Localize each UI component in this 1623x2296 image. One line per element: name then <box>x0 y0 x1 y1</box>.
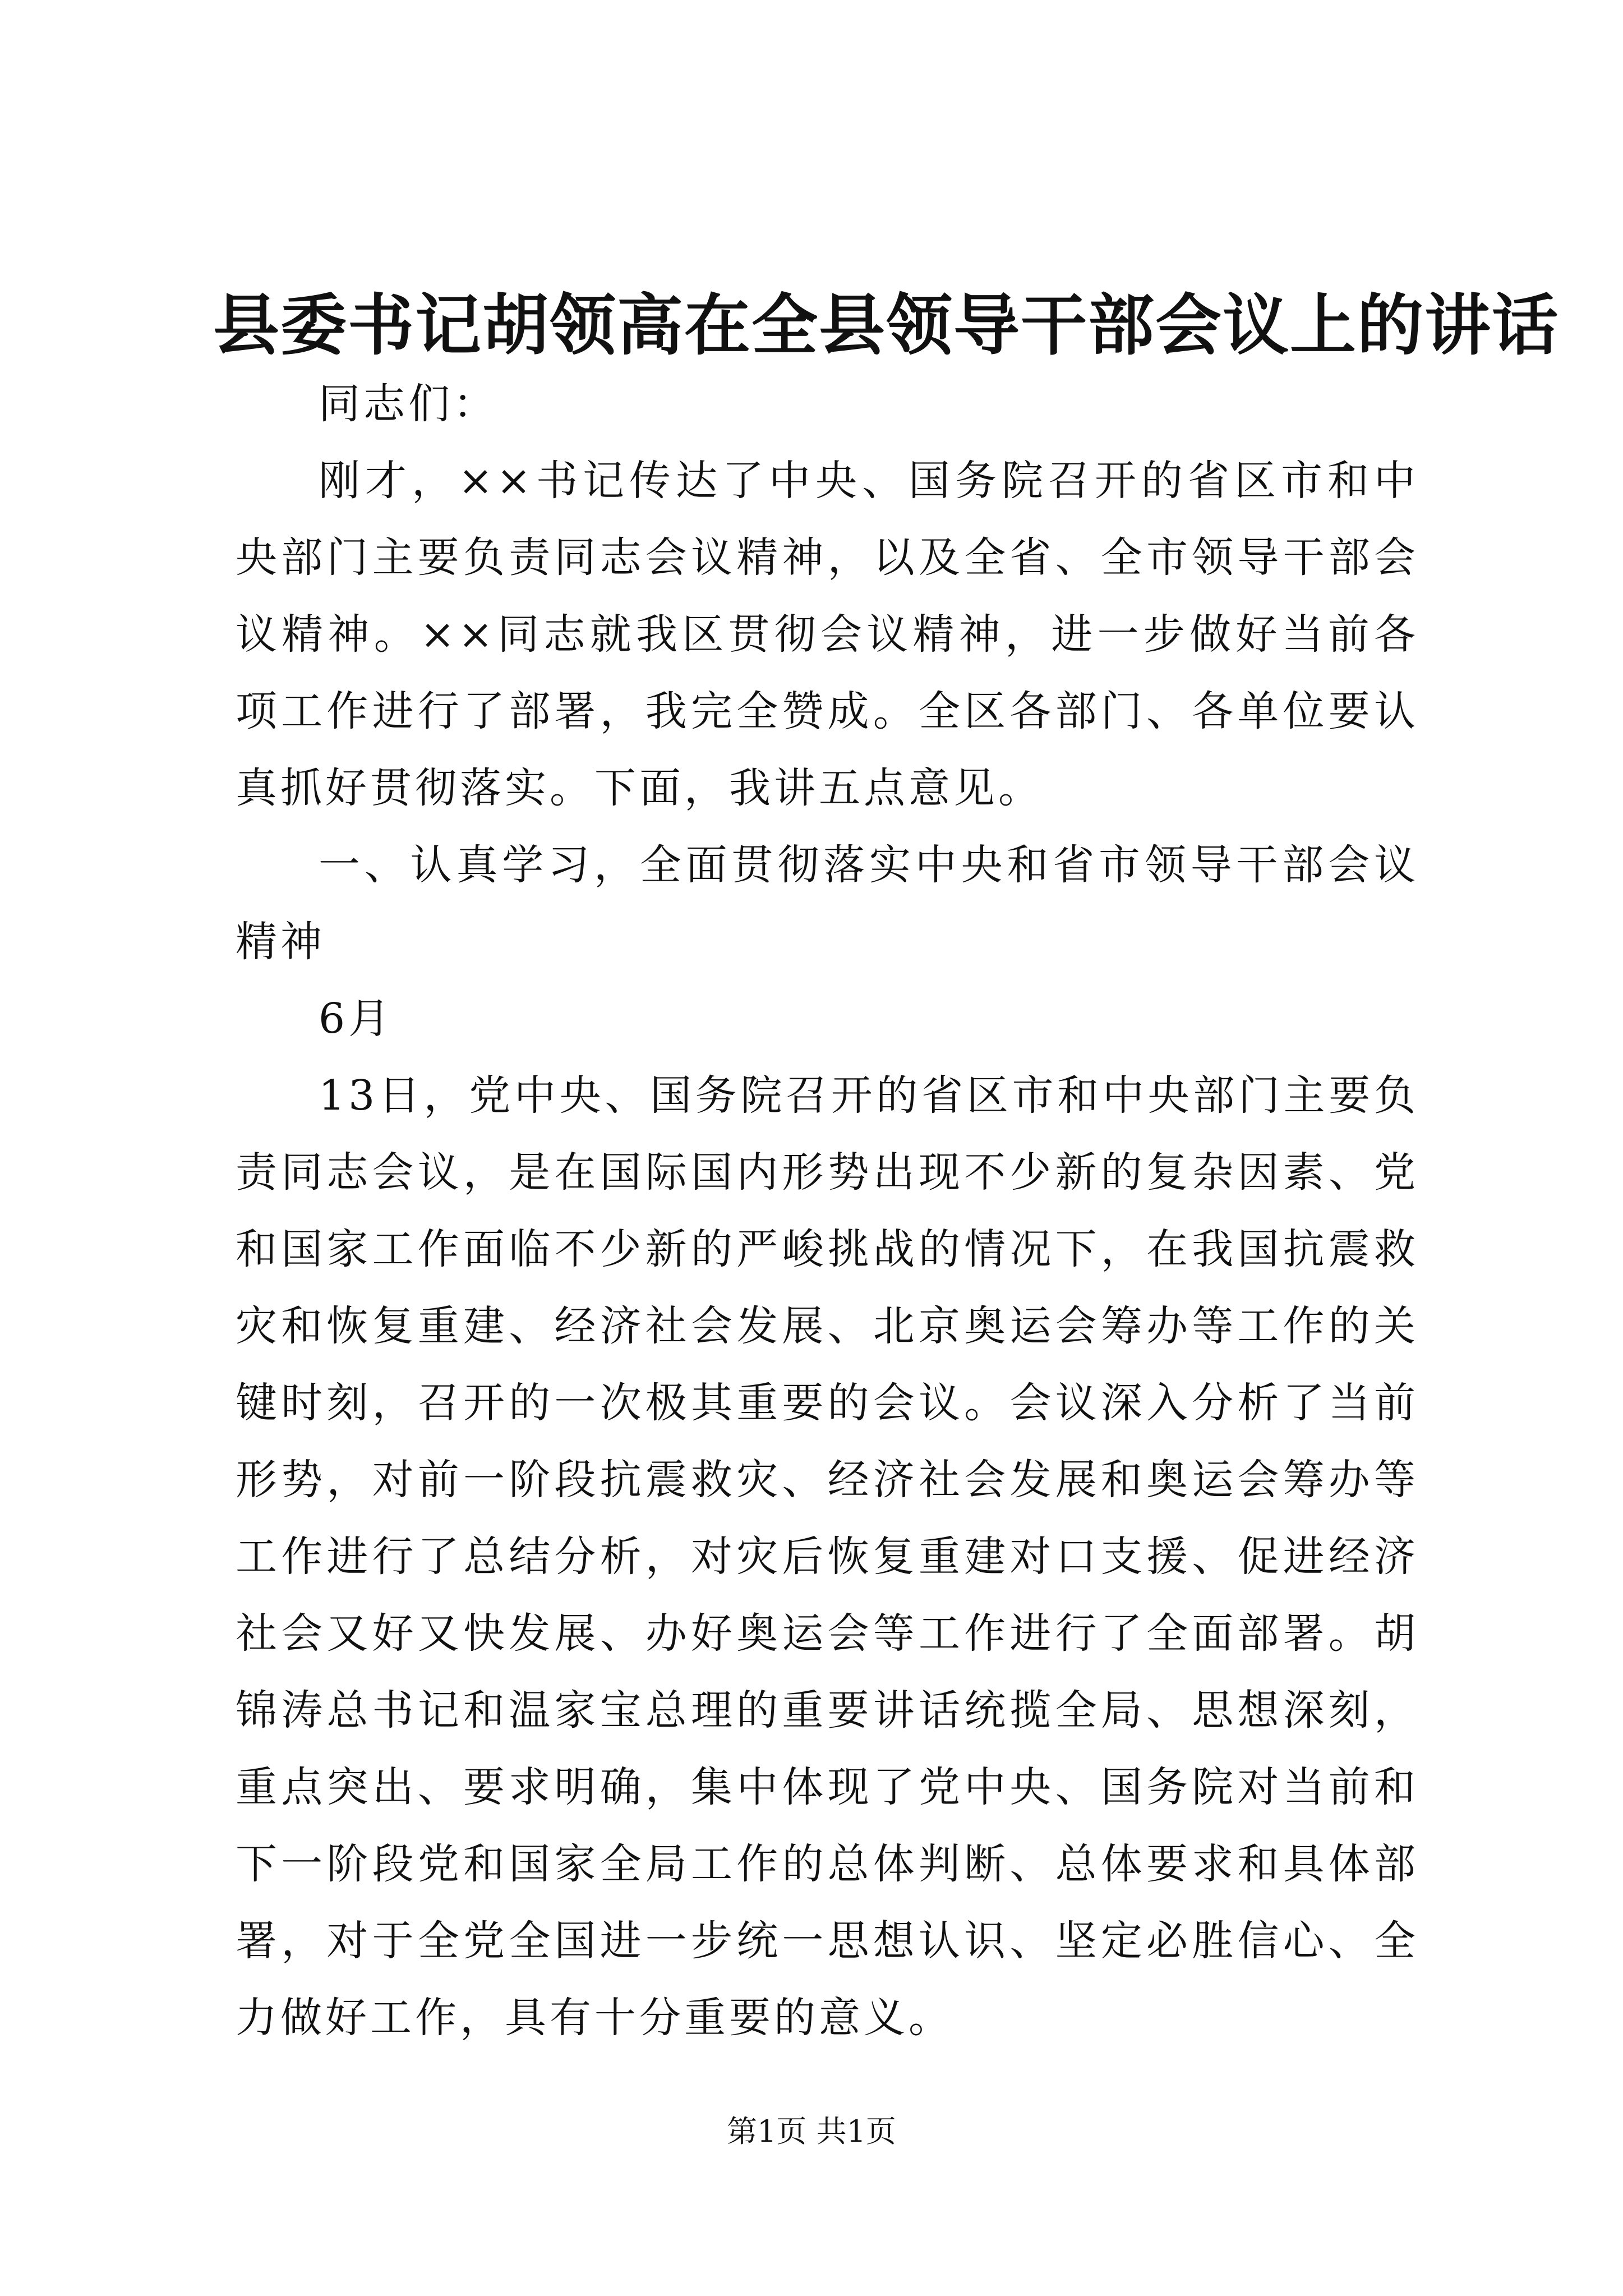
document-body <box>236 366 1419 2056</box>
date-line: 6月 <box>319 995 394 1043</box>
salutation-paragraph: 同志们： <box>319 380 498 428</box>
intro-paragraph: 刚才，××书记传达了中央、国务院召开的省区市和中央部门主要负责同志会议精神，以及全省、全市领导干部会议精神。××同志就我区贯彻会议精神，进一步做好当前各项工作进行了部署，我完全赞成。全区各部门、各单位要认真抓好贯彻落实。下面，我讲五点意见。 <box>236 457 1419 812</box>
page-footer: 第1页 共1页 <box>727 2114 896 2149</box>
section-heading: 一、认真学习，全面贯彻落实中央和省市领导干部会议精神 <box>236 841 1419 966</box>
body-paragraph: 13日，党中央、国务院召开的省区市和中央部门主要负责同志会议，是在国际国内形势出现不少新的复杂因素、党和国家工作面临不少新的严峻挑战的情况下，在我国抗震救灾和恢复重建、经济社会发展、北京奥运会筹办等工作的关键时刻，召开的一次极其重要的会议。会议深入分析了当前形势，对前一阶段抗震救灾、经济社会发展和奥运会筹办等工作进行了总结分析，对灾后恢复重建对口支援、促进经济社会又好又快发展、办好奥运会等工作进行了全面部署。胡锦涛总书记和温家宝总理的重要讲话统揽全局、思想深刻，重点突出、要求明确，集中体现了党中央、国务院对当前和下一阶段党和国家全局工作的总体判断、总体要求和具体部署，对于全党全国进一步统一思想认识、坚定必胜信心、全力做好工作，具有十分重要的意义。 <box>236 1071 1419 2042</box>
document-title: 县委书记胡领高在全县领导干部会议上的讲话 <box>213 286 1560 364</box>
